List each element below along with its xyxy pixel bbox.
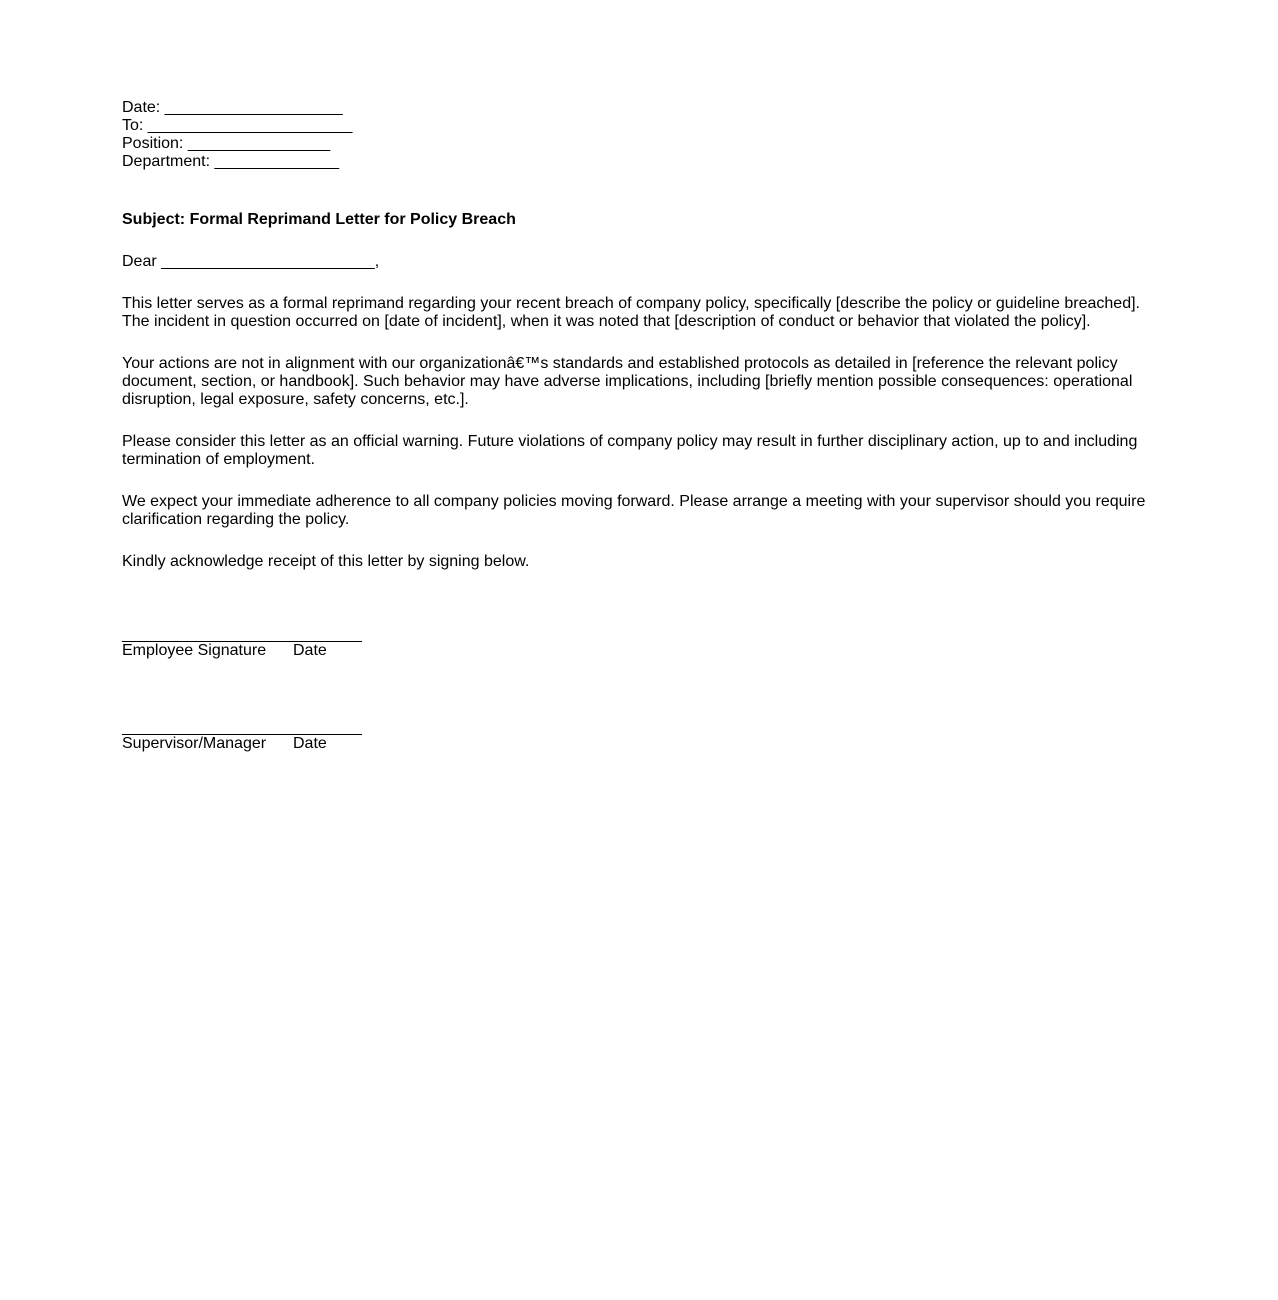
employee-signature-block <box>122 641 362 660</box>
letter-page <box>122 99 1162 753</box>
to-field-line: To: _______________________ <box>122 117 353 134</box>
department-field-line: Department: ______________ <box>122 153 340 170</box>
supervisor-signature-label: Supervisor/Manager <box>122 735 267 752</box>
supervisor-date-label: Date <box>293 735 327 752</box>
employee-date-label: Date <box>293 642 327 659</box>
supervisor-signature-labels <box>122 735 362 753</box>
letter-header <box>122 99 1162 171</box>
letter-subject: Subject: Formal Reprimand Letter for Policy Breach <box>122 211 516 228</box>
body-paragraph-5: Kindly acknowledge receipt of this letter by signing below. <box>122 553 530 570</box>
body-paragraph-3: Please consider this letter as an official warning. Future violations of company policy may result in further disciplinary action, up to and including termination of employment. <box>122 433 1138 468</box>
employee-signature-labels <box>122 642 362 660</box>
body-paragraph-4: We expect your immediate adherence to all company policies moving forward. Please arrange a meeting with your supervisor should you require clarification regarding the policy. <box>122 493 1146 528</box>
employee-signature-label: Employee Signature <box>122 642 267 659</box>
position-field-line: Position: ________________ <box>122 135 331 152</box>
salutation: Dear ________________________, <box>122 253 380 270</box>
body-paragraph-2: Your actions are not in alignment with our organizationâ€™s standards and established protocols as detailed in [reference the relevant policy document, section, or handbook]. Such behavior may have adverse implications, including [briefly mention possible consequences: operational disruption, legal exposure, safety concerns, etc.]. <box>122 355 1133 408</box>
supervisor-signature-block <box>122 734 362 753</box>
date-field-line: Date: ____________________ <box>122 99 343 116</box>
body-paragraph-1: This letter serves as a formal reprimand regarding your recent breach of company policy, specifically [describe the policy or guideline breached]. The incident in question occurred on [date of incident], when it was noted that [description of conduct or behavior that violated the policy]. <box>122 295 1140 330</box>
